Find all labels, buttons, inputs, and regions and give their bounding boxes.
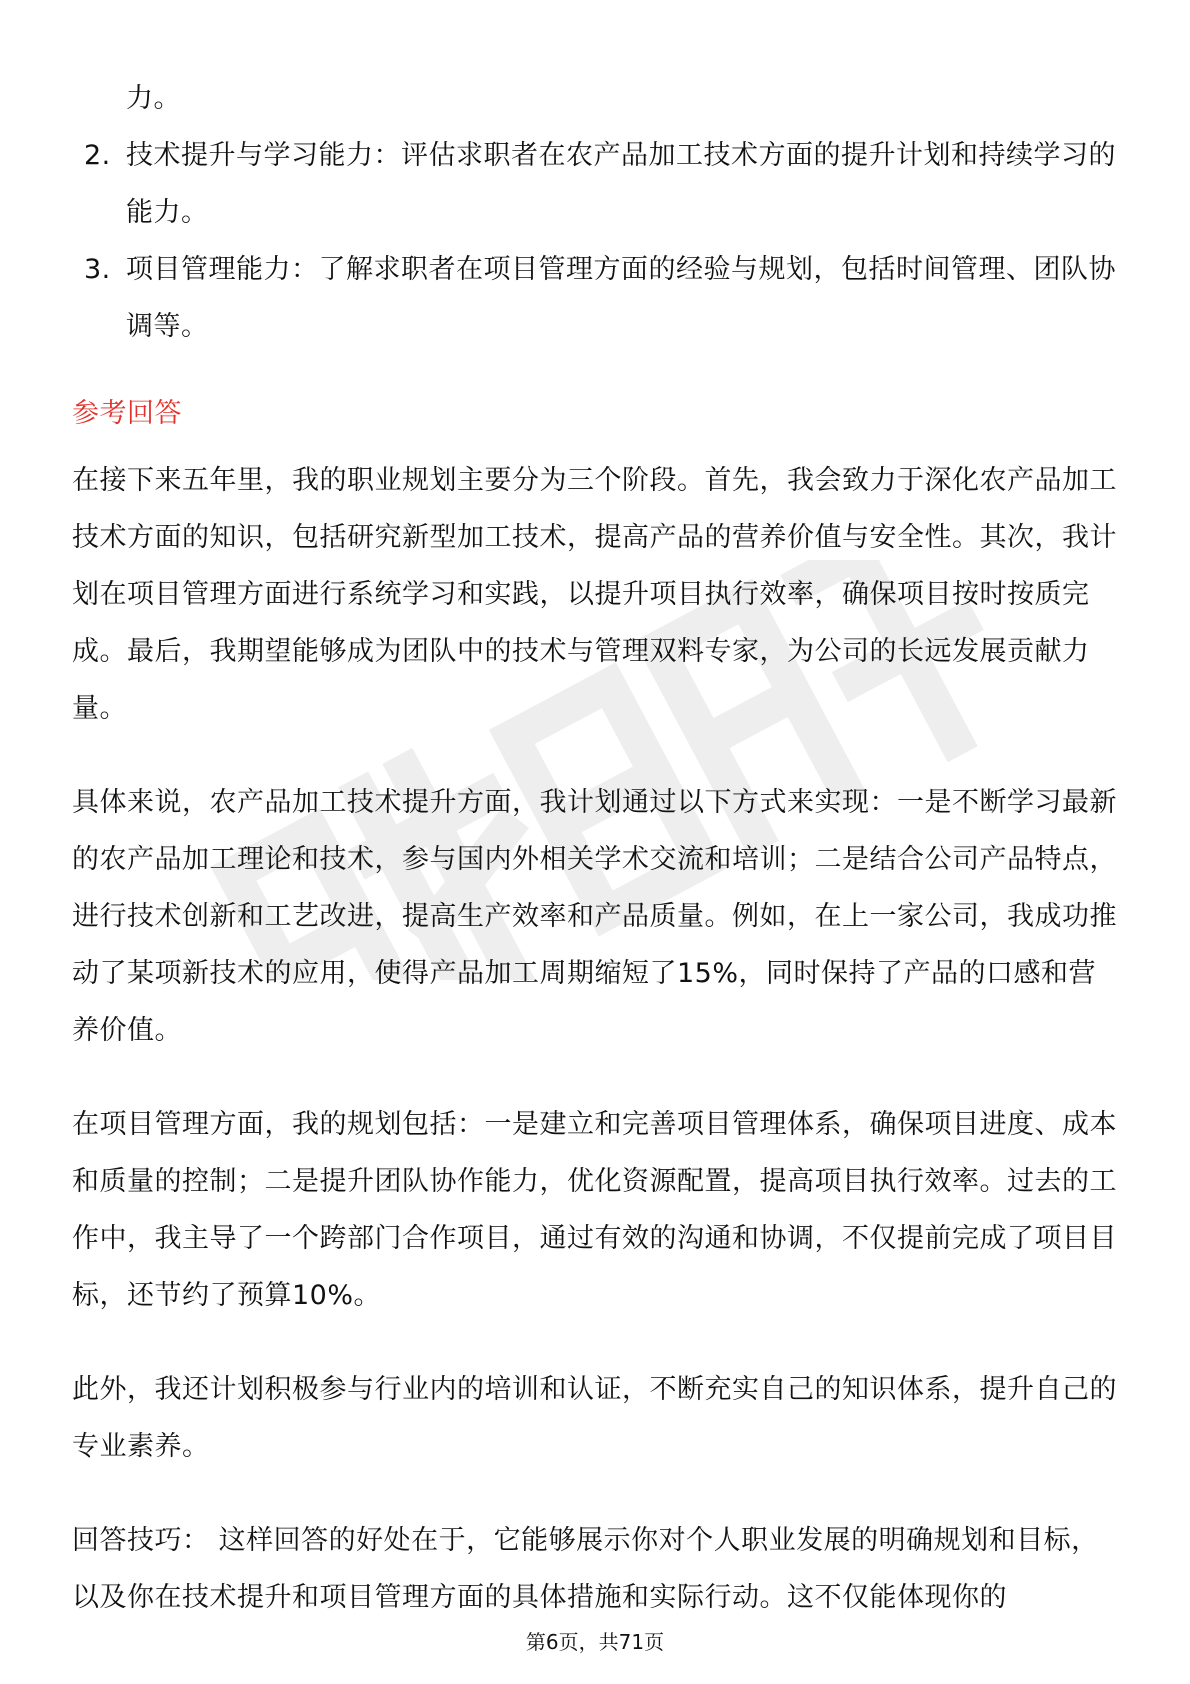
- answer-paragraph: 在接下来五年里，我的职业规划主要分为三个阶段。首先，我会致力于深化农产品加工技术方面的知识，包括研究新型加工技术，提高产品的营养价值与安全性。其次，我计划在项目管理方面进行系统学习和实践，以提升项目执行效率，确保项目按时按质完成。最后，我期望能够成为团队中的技术与管理双料专家，为公司的长远发展贡献力量。: [72, 465, 1117, 724]
- list-item-number: 3.: [84, 254, 111, 285]
- answer-paragraph: 在项目管理方面，我的规划包括：一是建立和完善项目管理体系，确保项目进度、成本和质量的控制；二是提升团队协作能力，优化资源配置，提高项目执行效率。过去的工作中，我主导了一个跨部门合作项目，通过有效的沟通和协调，不仅提前完成了项目目标，还节约了预算10%。: [72, 1109, 1117, 1311]
- list-item-text: 技术提升与学习能力：评估求职者在农产品加工技术方面的提升计划和持续学习的能力。: [126, 140, 1116, 228]
- section-title: 参考回答: [72, 398, 182, 429]
- page-number-footer: 第6页，共71页: [525, 1630, 665, 1654]
- numbered-list: [72, 127, 1118, 355]
- answer-tips-paragraph: 回答技巧： 这样回答的好处在于，它能够展示你对个人职业发展的明确规划和目标，以及你在技术提升和项目管理方面的具体措施和实际行动。这不仅能体现你的: [72, 1525, 1099, 1613]
- list-item: [72, 127, 1118, 241]
- list-item-number: 2.: [84, 140, 111, 171]
- list-continuation-text: 力。: [126, 83, 181, 114]
- answer-paragraph: 此外，我还计划积极参与行业内的培训和认证，不断充实自己的知识体系，提升自己的专业素养。: [72, 1374, 1117, 1462]
- list-item: [72, 241, 1118, 355]
- list-item-text: 项目管理能力：了解求职者在项目管理方面的经验与规划，包括时间管理、团队协调等。: [126, 254, 1116, 342]
- document-body: [72, 70, 1118, 1626]
- answer-paragraph: 具体来说，农产品加工技术提升方面，我计划通过以下方式来实现：一是不断学习最新的农产品加工理论和技术，参与国内外相关学术交流和培训；二是结合公司产品特点，进行技术创新和工艺改进，提高生产效率和产品质量。例如，在上一家公司，我成功推动了某项新技术的应用，使得产品加工周期缩短了15%，同时保持了产品的口感和营养价值。: [72, 787, 1117, 1046]
